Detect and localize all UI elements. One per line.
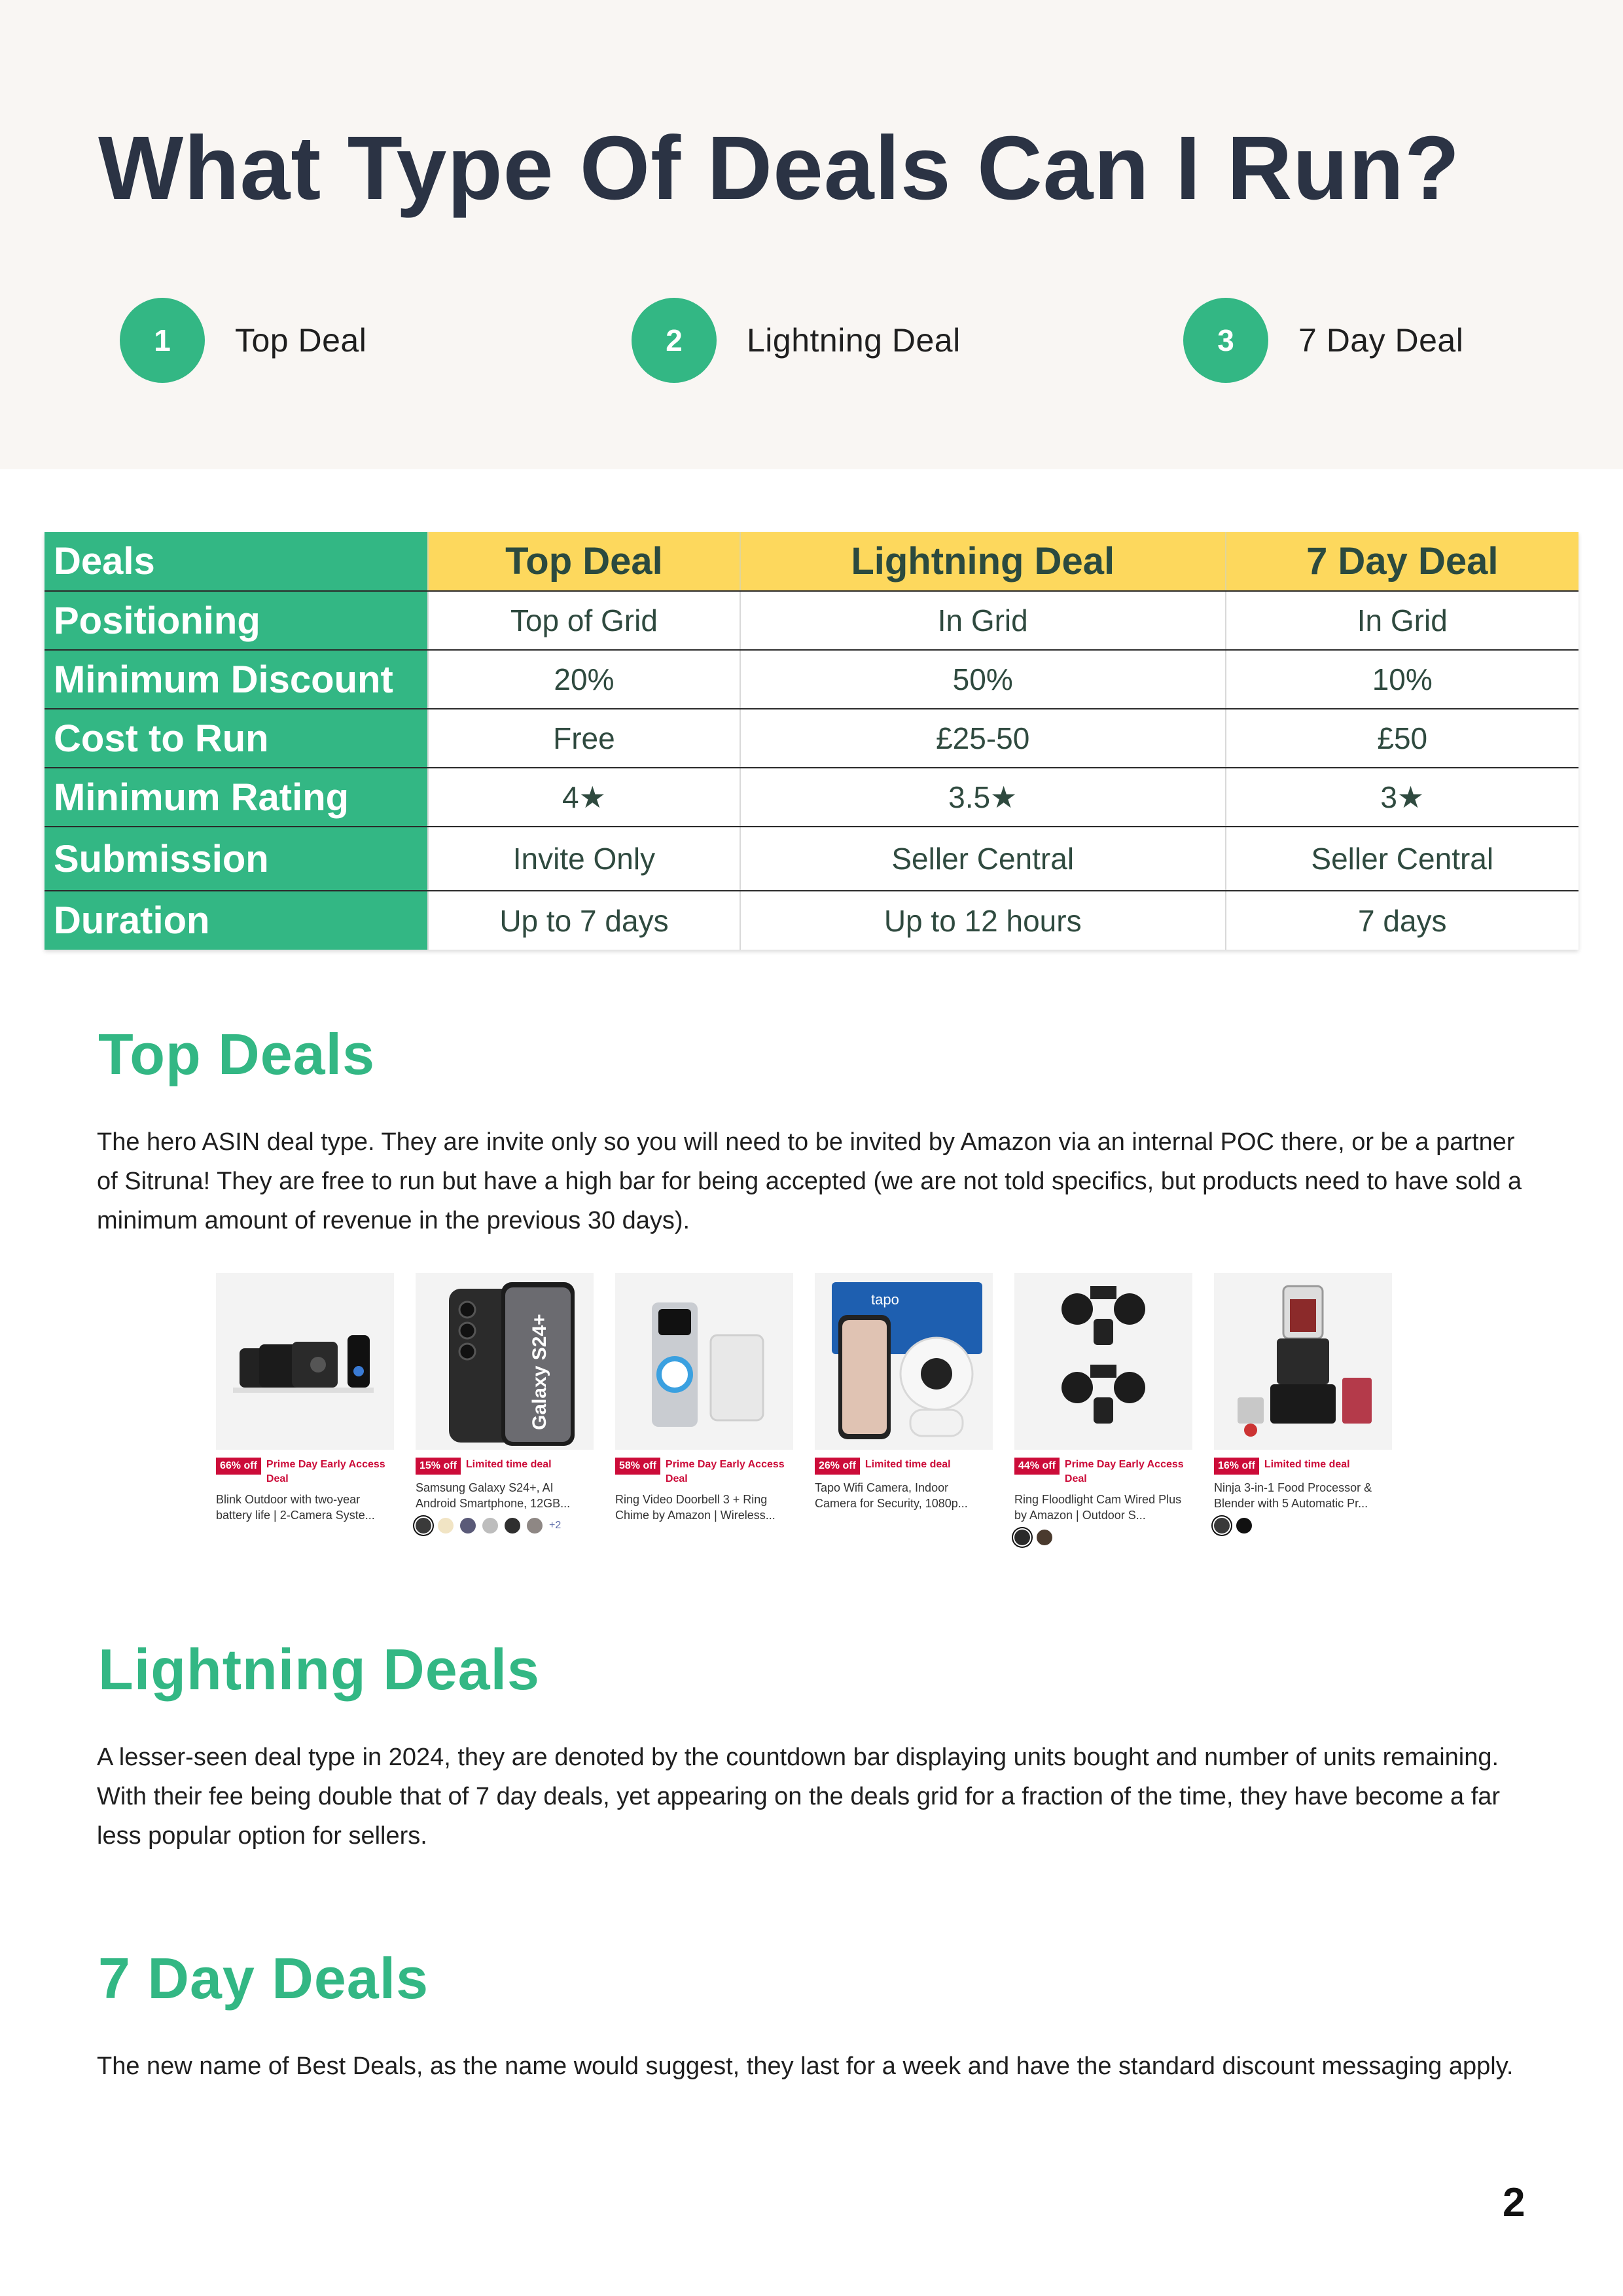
product-title[interactable]: Blink Outdoor with two-year battery life | 2-Camera Syste... [216, 1493, 375, 1522]
color-swatch[interactable] [527, 1518, 543, 1534]
hero-banner [0, 0, 1623, 469]
step-label: Lightning Deal [747, 322, 961, 359]
product-card[interactable] [615, 1273, 793, 1523]
color-swatches [1214, 1518, 1392, 1534]
table-cell: Invite Only [428, 827, 740, 891]
table-row [45, 709, 1578, 768]
product-image[interactable] [1214, 1273, 1392, 1450]
lightning-deals-body: A lesser-seen deal type in 2024, they are denoted by the countdown bar displaying units bought and number of units remaining. With their fee being double that of 7 day deals, yet appearing on the deals grid for a fraction of the time, they have become a far less popular option for sellers. [97, 1744, 1501, 1850]
product-title[interactable]: Tapo Wifi Camera, Indoor Camera for Security, 1080p... [815, 1481, 968, 1510]
table-cell: In Grid [1226, 591, 1578, 650]
deal-type-label: Prime Day Early Access Deal [1064, 1459, 1184, 1484]
product-image[interactable] [1014, 1273, 1192, 1450]
table-cell: 3.5★ [740, 768, 1226, 827]
product-card[interactable] [1214, 1273, 1392, 1534]
table-row [45, 827, 1578, 891]
product-card-strip [216, 1273, 1394, 1554]
floodlight-camera-icon [1038, 1280, 1169, 1443]
discount-badge: 26% off [815, 1458, 860, 1475]
color-swatch[interactable] [482, 1518, 498, 1534]
page-number: 2 [1503, 2180, 1525, 2225]
smartphone-icon [429, 1276, 580, 1447]
seven-day-deals-body: The new name of Best Deals, as the name would suggest, they last for a week and have the standard discount messaging apply. [97, 2053, 1514, 2080]
row-header: Duration [45, 891, 428, 950]
deal-type-label: Prime Day Early Access Deal [266, 1459, 385, 1484]
discount-badge: 16% off [1214, 1458, 1259, 1475]
deals-comparison-table [45, 532, 1578, 950]
color-swatch[interactable] [1236, 1518, 1252, 1534]
table-cell: 50% [740, 650, 1226, 709]
top-deals-heading: Top Deals [98, 1022, 376, 1086]
product-image[interactable] [815, 1273, 993, 1450]
table-cell: 3★ [1226, 768, 1578, 827]
color-swatches [416, 1518, 594, 1534]
color-swatch[interactable] [1214, 1518, 1230, 1534]
deal-type-label: Limited time deal [1264, 1459, 1350, 1470]
color-swatches [1014, 1530, 1192, 1545]
product-image[interactable] [416, 1273, 594, 1450]
table-cell: Seller Central [1226, 827, 1578, 891]
product-card[interactable] [815, 1273, 993, 1511]
product-title[interactable]: Ninja 3-in-1 Food Processor & Blender with 5 Automatic Pr... [1214, 1481, 1372, 1510]
table-header-row [45, 532, 1578, 591]
table-row [45, 891, 1578, 950]
color-swatch[interactable] [438, 1518, 454, 1534]
more-colors-link[interactable]: +2 [549, 1520, 562, 1531]
table-cell: 4★ [428, 768, 740, 827]
step-top-deal [120, 298, 366, 383]
product-card[interactable] [416, 1273, 594, 1534]
color-swatch[interactable] [505, 1518, 520, 1534]
row-header: Minimum Rating [45, 768, 428, 827]
security-camera-icon [226, 1316, 383, 1407]
row-header: Positioning [45, 591, 428, 650]
phone-brand-text: Galaxy S24+ [529, 1314, 550, 1430]
food-processor-icon [1224, 1280, 1382, 1443]
color-swatch[interactable] [460, 1518, 476, 1534]
table-row [45, 650, 1578, 709]
product-card[interactable] [1014, 1273, 1192, 1545]
product-card[interactable] [216, 1273, 394, 1523]
table-row [45, 768, 1578, 827]
doorbell-icon [632, 1289, 776, 1433]
step-number: 3 [1183, 298, 1268, 383]
table-cell: Seller Central [740, 827, 1226, 891]
step-number: 2 [632, 298, 717, 383]
discount-badge: 66% off [216, 1458, 261, 1475]
step-label: 7 Day Deal [1298, 322, 1464, 359]
table-cell: Up to 12 hours [740, 891, 1226, 950]
table-cell: Free [428, 709, 740, 768]
table-cell: In Grid [740, 591, 1226, 650]
column-header: 7 Day Deal [1226, 532, 1578, 591]
color-swatch[interactable] [1014, 1530, 1030, 1545]
product-image[interactable] [216, 1273, 394, 1450]
row-header: Submission [45, 827, 428, 891]
table-cell: 20% [428, 650, 740, 709]
seven-day-deals-heading: 7 Day Deals [98, 1946, 429, 2011]
wifi-camera-icon [819, 1276, 989, 1447]
row-header: Cost to Run [45, 709, 428, 768]
discount-badge: 44% off [1014, 1458, 1060, 1475]
page-title: What Type Of Deals Can I Run? [98, 118, 1461, 219]
product-title[interactable]: Ring Floodlight Cam Wired Plus by Amazon | Outdoor S... [1014, 1493, 1182, 1522]
step-7-day-deal [1183, 298, 1463, 383]
row-header: Minimum Discount [45, 650, 428, 709]
table-cell: 10% [1226, 650, 1578, 709]
table-row [45, 591, 1578, 650]
step-lightning-deal [632, 298, 961, 383]
step-number: 1 [120, 298, 205, 383]
deal-type-label: Prime Day Early Access Deal [665, 1459, 785, 1484]
color-swatch[interactable] [416, 1518, 431, 1534]
column-header: Lightning Deal [740, 532, 1226, 591]
box-brand-text: tapo [871, 1291, 899, 1308]
deal-type-label: Limited time deal [865, 1459, 951, 1470]
discount-badge: 15% off [416, 1458, 461, 1475]
table-cell: £50 [1226, 709, 1578, 768]
table-cell: Top of Grid [428, 591, 740, 650]
step-label: Top Deal [235, 322, 367, 359]
top-deals-body: The hero ASIN deal type. They are invite only so you will need to be invited by Amazon via an internal POC there, or be a partner of Sitruna! They are free to run but have a high bar for being accepted (we are not told specifics, but products need to have sold a minimum amount of revenue in the previous 30 days). [97, 1128, 1522, 1234]
table-cell: 7 days [1226, 891, 1578, 950]
table-cell: £25-50 [740, 709, 1226, 768]
deal-type-label: Limited time deal [465, 1459, 552, 1470]
product-image[interactable] [615, 1273, 793, 1450]
color-swatch[interactable] [1037, 1530, 1052, 1545]
column-header: Top Deal [428, 532, 740, 591]
product-title[interactable]: Ring Video Doorbell 3 + Ring Chime by Amazon | Wireless... [615, 1493, 776, 1522]
lightning-deals-heading: Lightning Deals [98, 1637, 540, 1702]
discount-badge: 58% off [615, 1458, 660, 1475]
table-corner-label: Deals [45, 532, 428, 591]
product-title[interactable]: Samsung Galaxy S24+, AI Android Smartphone, 12GB... [416, 1481, 571, 1510]
table-cell: Up to 7 days [428, 891, 740, 950]
